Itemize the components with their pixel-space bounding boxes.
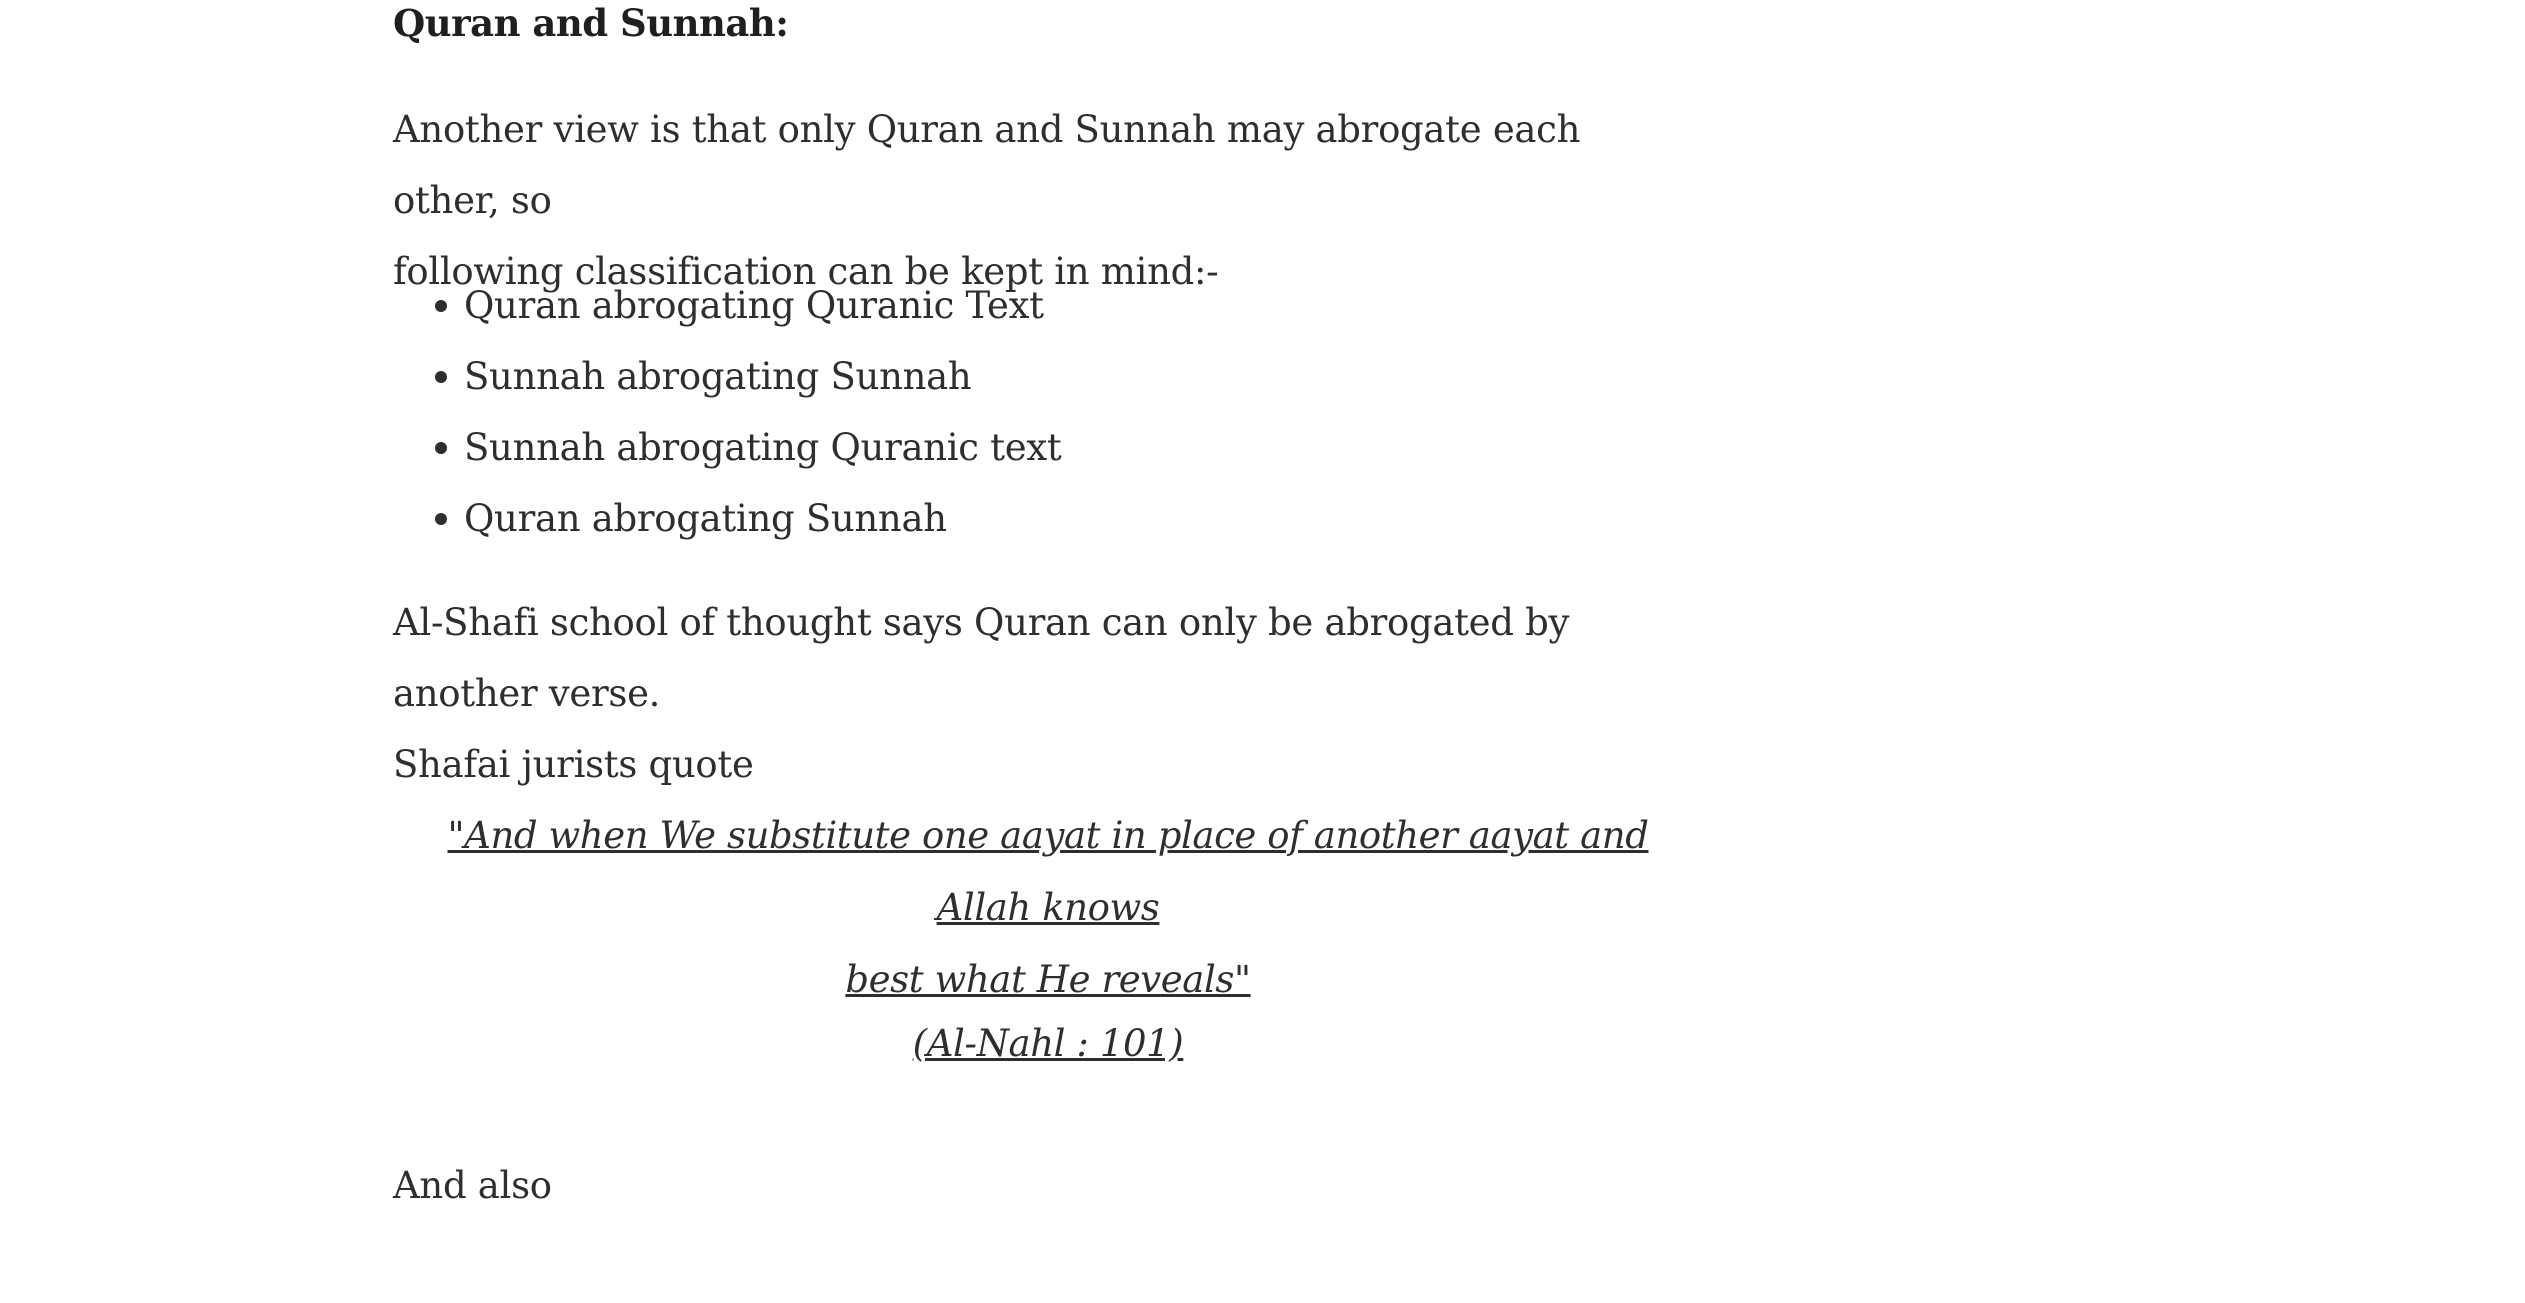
shafi-paragraph [393, 587, 1713, 800]
list-item [393, 341, 1061, 412]
list-item-text: Sunnah abrogating Quranic text [464, 426, 1062, 469]
classification-list [393, 270, 1061, 554]
shafi-line-2: Shafai jurists quote [393, 743, 754, 786]
quote-reference-text: (Al-Nahl : 101) [912, 1022, 1184, 1065]
bullet-icon [435, 371, 447, 383]
section-heading: Quran and Sunnah: [393, 1, 789, 45]
list-item [393, 270, 1061, 341]
shafi-line-1: Al-Shafi school of thought says Quran can only be abrogated by another verse. [393, 601, 1570, 715]
list-item-text: Quran abrogating Sunnah [464, 497, 947, 540]
and-also-paragraph: And also [393, 1164, 552, 1207]
quote-line-1: "And when We substitute one aayat in place of another aayat and Allah knows [447, 814, 1649, 929]
quote-line-2: best what He reveals" [845, 958, 1251, 1001]
list-item-text: Quran abrogating Quranic Text [464, 284, 1044, 327]
bullet-icon [435, 513, 447, 525]
intro-line-1: Another view is that only Quran and Sunnah may abrogate each other, so [393, 108, 1581, 222]
bullet-icon [435, 442, 447, 454]
verse-quote [413, 800, 1683, 1016]
intro-line-2: following classification can be kept in mind:- [393, 250, 1219, 293]
verse-reference [393, 1012, 1703, 1076]
bullet-icon [435, 300, 447, 312]
list-item-text: Sunnah abrogating Sunnah [464, 355, 972, 398]
list-item [393, 483, 1061, 554]
list-item [393, 412, 1061, 483]
